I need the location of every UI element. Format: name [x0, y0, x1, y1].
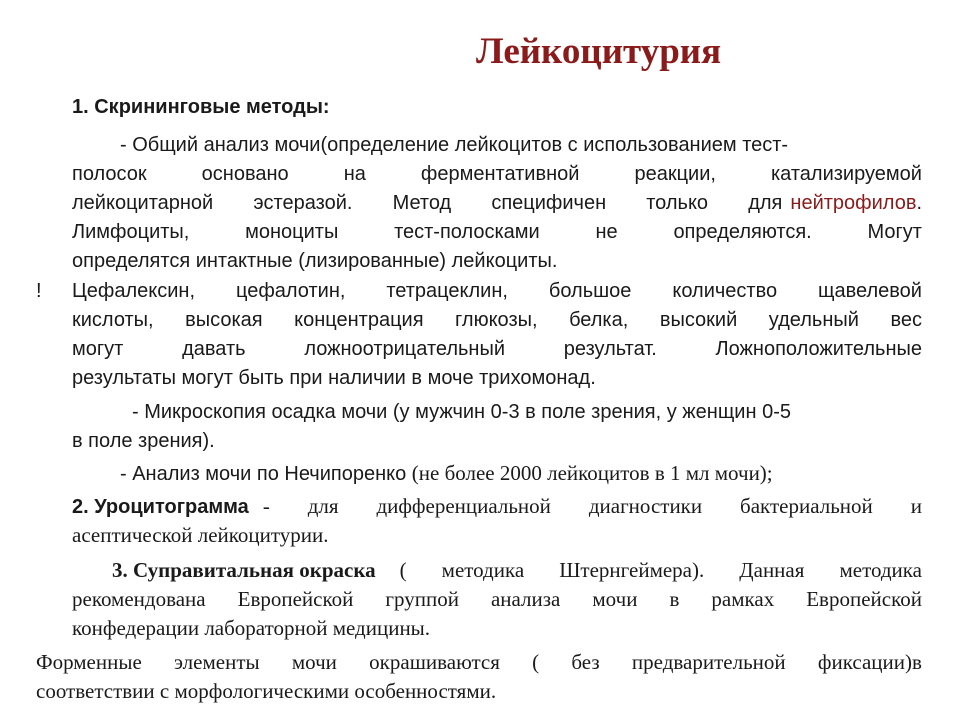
- word: результат.: [563, 338, 657, 360]
- word: цефалотин,: [235, 280, 346, 302]
- word: Метод: [392, 192, 452, 214]
- word: Лимфоциты,: [72, 221, 190, 243]
- word: рамках: [711, 587, 775, 611]
- warning-line-1: [72, 277, 922, 306]
- word: мочи: [291, 650, 337, 674]
- nechiporenko-line: [120, 459, 773, 489]
- formed-elements-line-1: [36, 648, 922, 677]
- word: высокая: [185, 309, 263, 331]
- word: реакции,: [634, 163, 716, 185]
- word: тетрацеклин,: [386, 280, 508, 302]
- urocytogram-line-2: асептической лейкоцитурии.: [72, 523, 329, 547]
- word: высокий: [659, 309, 738, 331]
- nechiporenko-note: (не более 2000 лейкоцитов в 1 мл мочи);: [411, 461, 773, 485]
- word: Форменные: [36, 650, 142, 674]
- screening-heading: 1. Скрининговые методы:: [72, 96, 330, 118]
- word: глюкозы,: [455, 309, 538, 331]
- word: полосок: [72, 163, 147, 185]
- word: вес: [890, 309, 922, 331]
- word: группой: [385, 587, 459, 611]
- word: Могут: [867, 221, 922, 243]
- word: бактериальной: [740, 494, 873, 518]
- urinalysis-line-3-end: .: [916, 192, 922, 214]
- word: Цефалексин,: [72, 280, 196, 302]
- word: тест-полосками: [394, 221, 540, 243]
- urinalysis-line-5: определятся интактные (лизированные) лейкоциты.: [72, 250, 558, 272]
- word: для: [307, 494, 339, 518]
- word: ферментативной: [420, 163, 580, 185]
- neutrophils-highlight: нейтрофилов: [790, 192, 917, 214]
- word: Данная: [739, 558, 805, 582]
- microscopy-line-1: - Микроскопия осадка мочи (у мужчин 0-3 в поле зрения, у женщин 0-5: [132, 401, 791, 423]
- word: элементы: [174, 650, 260, 674]
- word: для: [748, 192, 783, 214]
- microscopy-line-2: в поле зрения).: [72, 430, 215, 452]
- formed-elements-line-2: соответствии с морфологическими особенностями.: [36, 679, 497, 703]
- warning-mark: !: [36, 280, 42, 302]
- supravital-line-1-words: [400, 556, 922, 585]
- word: Штернгеймера).: [559, 558, 705, 582]
- word: концентрация: [294, 309, 424, 331]
- word: ложноотрицательный: [304, 338, 506, 360]
- word: рекомендована: [72, 587, 206, 611]
- word: (: [399, 558, 407, 582]
- word: могут: [72, 338, 124, 360]
- word: не: [595, 221, 618, 243]
- word: Европейской: [806, 587, 922, 611]
- supravital-paragraph: [72, 556, 922, 643]
- warning-paragraph: [72, 277, 922, 393]
- urinalysis-line-4: [72, 218, 922, 247]
- word: без: [571, 650, 600, 674]
- word: -: [262, 494, 270, 518]
- word: большое: [548, 280, 632, 302]
- word: окрашиваются: [369, 650, 500, 674]
- word: методика: [839, 558, 922, 582]
- word: мочи: [592, 587, 638, 611]
- word: белка,: [569, 309, 629, 331]
- urinalysis-line-3-words: [72, 189, 782, 218]
- word: в: [669, 587, 680, 611]
- word: определяются.: [673, 221, 812, 243]
- nechiporenko-text: - Анализ мочи по Нечипоренко: [120, 463, 412, 485]
- word: давать: [182, 338, 246, 360]
- word: методика: [441, 558, 525, 582]
- word: предварительной: [631, 650, 786, 674]
- word: на: [343, 163, 366, 185]
- microscopy-paragraph: [72, 398, 922, 456]
- word: катализируемой: [770, 163, 922, 185]
- word: дифференциальной: [376, 494, 551, 518]
- word: специфичен: [491, 192, 607, 214]
- word: кислоты,: [72, 309, 154, 331]
- word: Европейской: [237, 587, 354, 611]
- word: только: [646, 192, 709, 214]
- warning-line-2: [72, 306, 922, 335]
- urocytogram-heading: 2. Уроцитограмма: [72, 496, 249, 518]
- urinalysis-line-2: [72, 160, 922, 189]
- urinalysis-line-3: [72, 189, 922, 218]
- word: удельный: [768, 309, 859, 331]
- warning-line-4: результаты могут быть при наличии в моче трихомонад.: [72, 367, 596, 389]
- urocytogram-line-1: [72, 492, 922, 521]
- urinalysis-line-1: - Общий анализ мочи(определение лейкоцитов с использованием тест-: [120, 134, 789, 156]
- supravital-line-1: [72, 556, 922, 585]
- word: эстеразой.: [253, 192, 353, 214]
- formed-elements-paragraph: [36, 648, 922, 706]
- warning-line-3: [72, 335, 922, 364]
- supravital-line-3: конфедерации лабораторной медицины.: [72, 616, 431, 640]
- word: анализа: [490, 587, 561, 611]
- word: основано: [201, 163, 289, 185]
- word: моноциты: [245, 221, 339, 243]
- urinalysis-line-3-tail: [790, 189, 922, 218]
- urocytogram-paragraph: [72, 492, 922, 550]
- word: и: [910, 494, 922, 518]
- word: Ложноположительные: [715, 338, 922, 360]
- urocytogram-line-1-words: [263, 492, 922, 521]
- urinalysis-paragraph: [72, 131, 922, 276]
- word: (: [532, 650, 540, 674]
- word: лейкоцитарной: [72, 192, 214, 214]
- word: фиксации)в: [817, 650, 922, 674]
- supravital-line-2: [72, 585, 922, 614]
- word: количество: [672, 280, 778, 302]
- page-title: Лейкоцитурия: [476, 31, 722, 72]
- supravital-heading: 3. Суправитальная окраска: [112, 558, 376, 582]
- word: щавелевой: [818, 280, 922, 302]
- word: диагностики: [588, 494, 703, 518]
